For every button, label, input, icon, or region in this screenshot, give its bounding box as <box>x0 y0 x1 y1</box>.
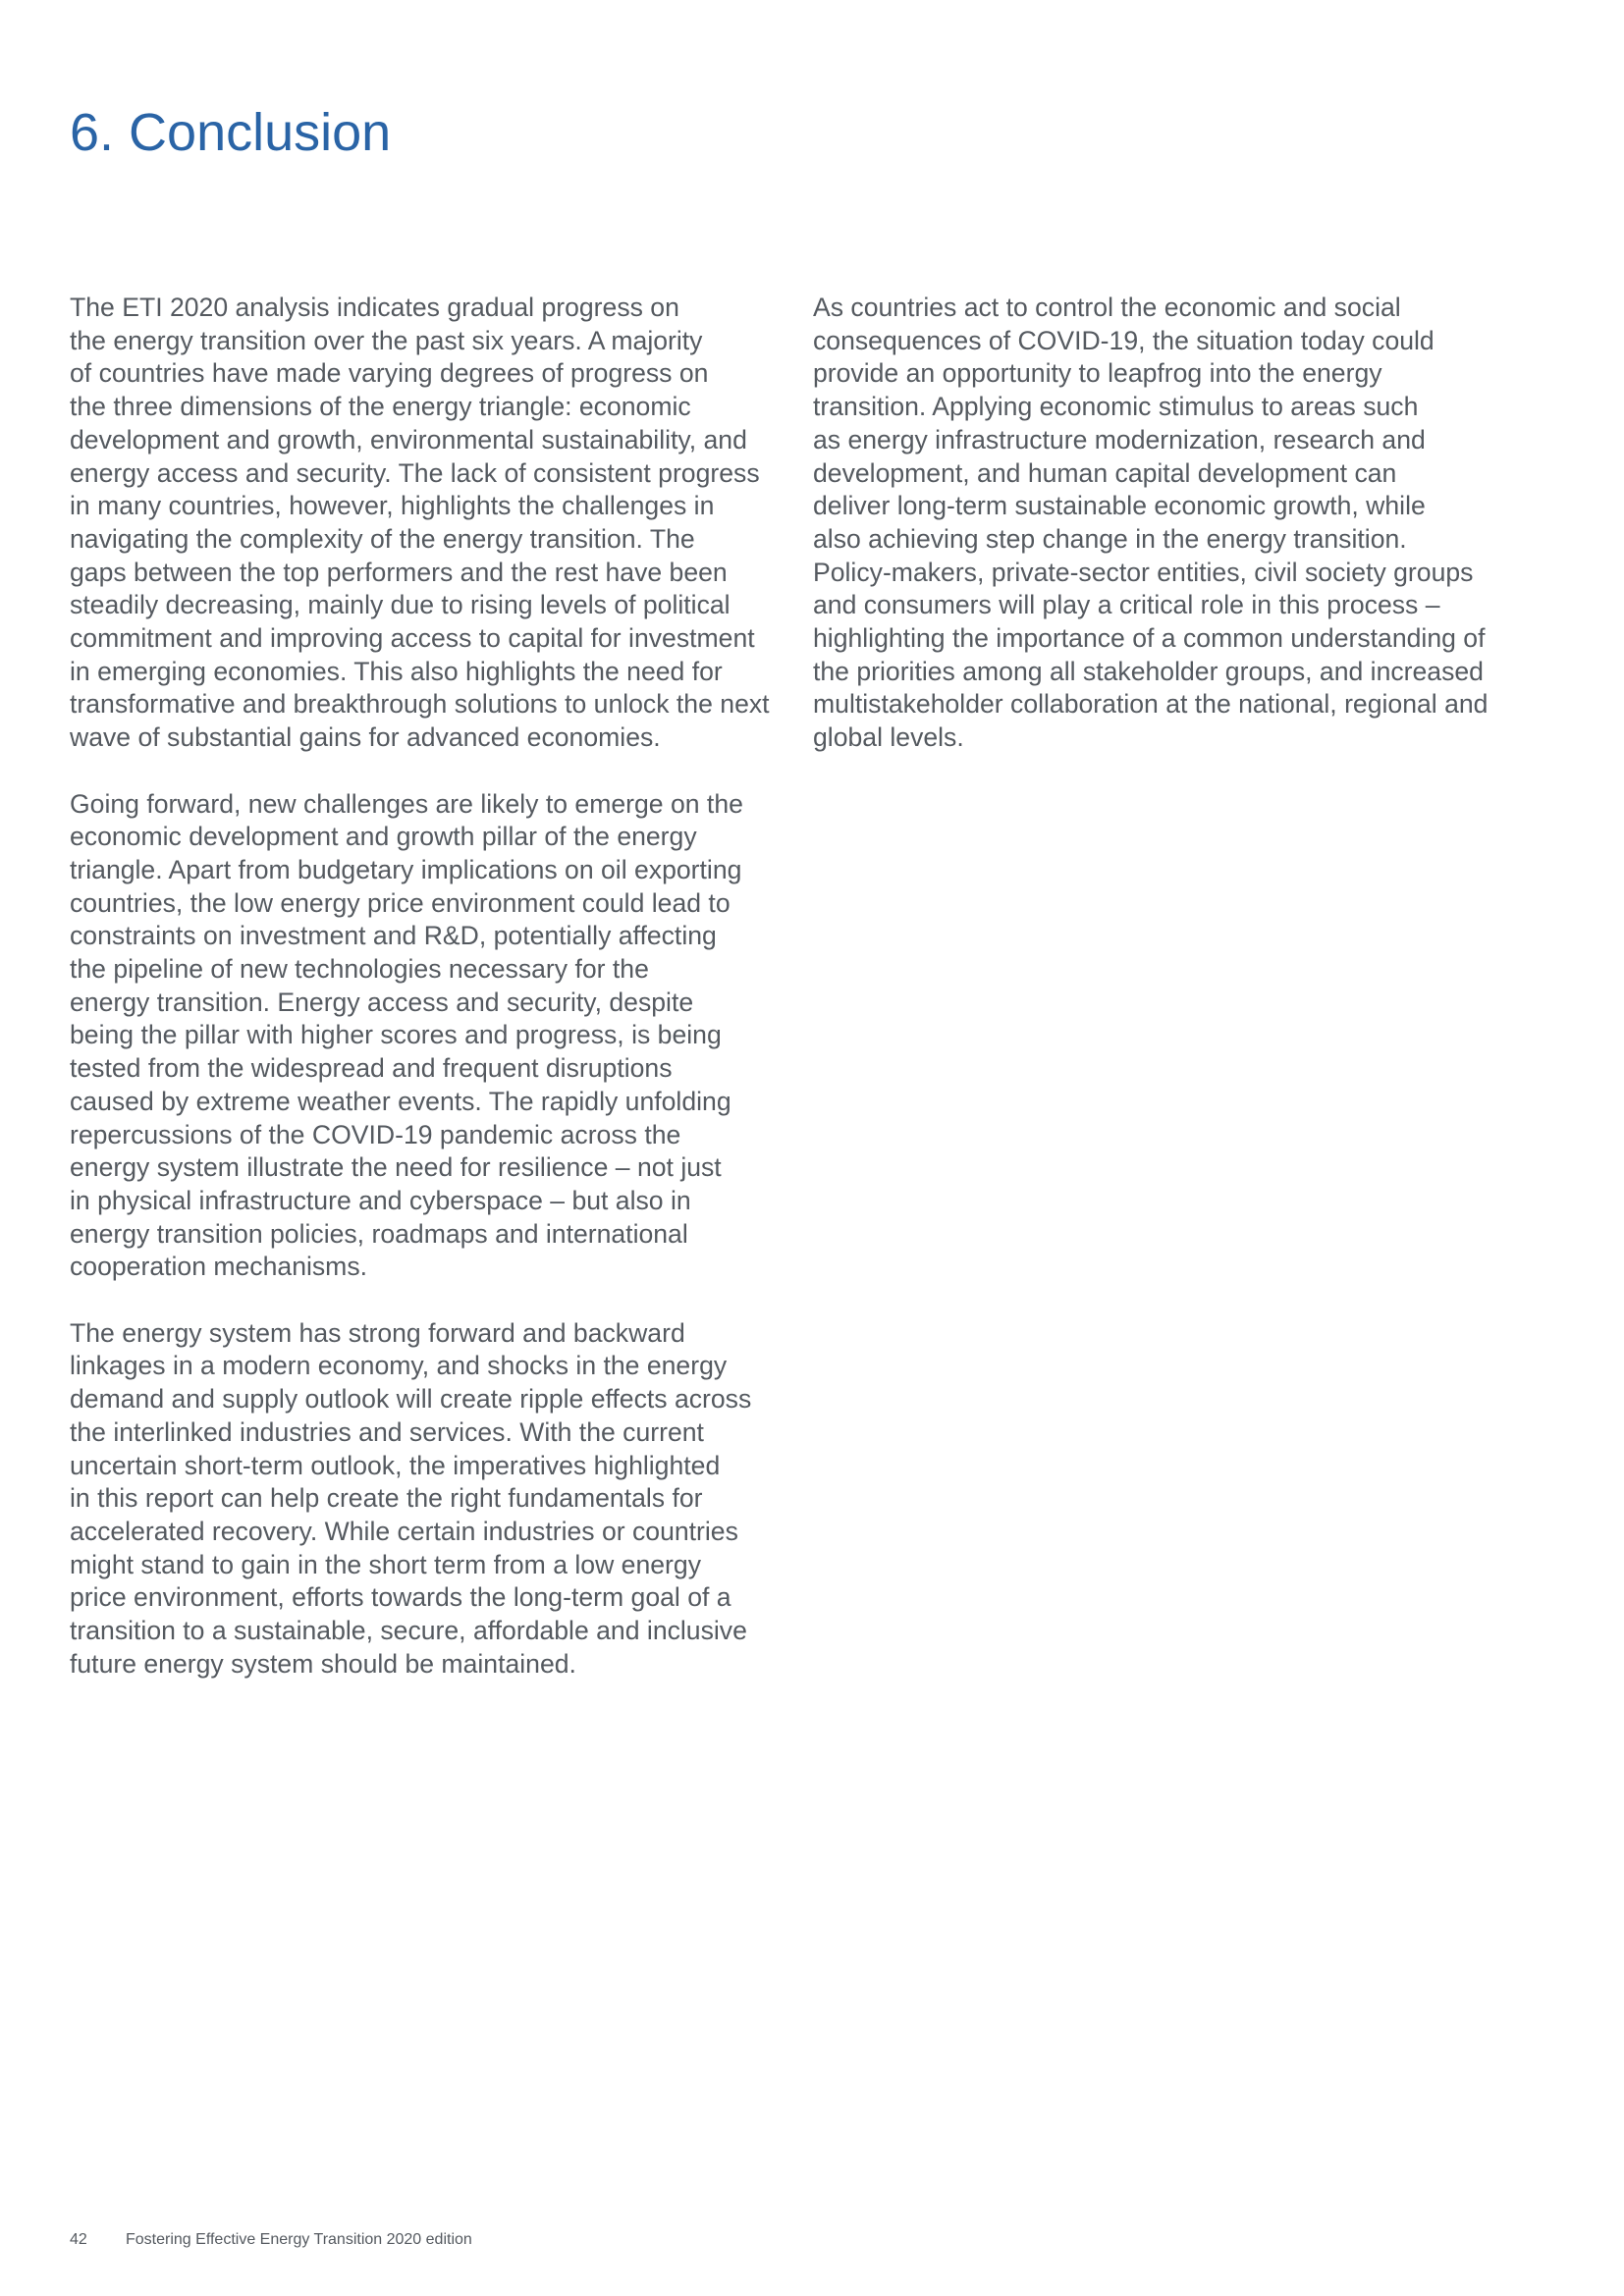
text-line: repercussions of the COVID-19 pandemic across the <box>70 1119 681 1149</box>
text-line: Policy-makers, private-sector entities, civil society groups <box>813 557 1474 587</box>
text-line: being the pillar with higher scores and progress, is being <box>70 1020 722 1050</box>
page-title: 6. Conclusion <box>70 103 392 162</box>
text-line: The energy system has strong forward and backward <box>70 1317 685 1348</box>
text-line: in many countries, however, highlights the challenges in <box>70 491 715 521</box>
publication-title: Fostering Effective Energy Transition 2020 edition <box>126 2231 472 2248</box>
text-line: the three dimensions of the energy triangle: economic <box>70 392 691 422</box>
text-line: and consumers will play a critical role in this process – <box>813 590 1440 620</box>
right-column <box>813 292 1540 788</box>
text-line: global levels. <box>813 722 964 753</box>
text-line: constraints on investment and R&D, potentially affecting <box>70 921 717 951</box>
text-line: as energy infrastructure modernization, research and <box>813 424 1426 454</box>
text-line: in this report can help create the right fundamentals for <box>70 1483 703 1514</box>
text-line: triangle. Apart from budgetary implications on oil exporting <box>70 854 742 884</box>
text-line: caused by extreme weather events. The rapidly unfolding <box>70 1086 731 1116</box>
text-line: wave of substantial gains for advanced economies. <box>70 722 661 753</box>
text-line: highlighting the importance of a common understanding of <box>813 623 1486 654</box>
text-line: the pipeline of new technologies necessary for the <box>70 954 649 985</box>
text-line: transformative and breakthrough solutions to unlock the next <box>70 689 770 720</box>
text-line: navigating the complexity of the energy transition. The <box>70 523 695 554</box>
text-line: energy access and security. The lack of consistent progress <box>70 457 760 488</box>
text-line: multistakeholder collaboration at the national, regional and <box>813 689 1489 720</box>
text-line: commitment and improving access to capital for investment <box>70 623 755 654</box>
text-line: energy transition policies, roadmaps and international <box>70 1218 688 1249</box>
text-line: in physical infrastructure and cyberspace – but also in <box>70 1185 691 1215</box>
text-line: price environment, efforts towards the long-term goal of a <box>70 1582 731 1613</box>
text-line: transition. Applying economic stimulus to areas such <box>813 392 1419 422</box>
text-line: the energy transition over the past six years. A majority <box>70 325 703 355</box>
text-line: tested from the widespread and frequent disruptions <box>70 1053 673 1084</box>
text-line: provide an opportunity to leapfrog into the energy <box>813 358 1382 389</box>
text-line: steadily decreasing, mainly due to rising levels of political <box>70 590 731 620</box>
text-line: might stand to gain in the short term from a low energy <box>70 1549 701 1579</box>
text-line: energy transition. Energy access and security, despite <box>70 987 694 1017</box>
paragraph-energy-system <box>70 1317 801 1682</box>
text-line: uncertain short-term outlook, the imperatives highlighted <box>70 1450 721 1480</box>
paragraph-covid-consequences <box>813 292 1540 755</box>
text-line: gaps between the top performers and the rest have been <box>70 557 728 587</box>
page-number: 42 <box>70 2231 87 2248</box>
text-line: The ETI 2020 analysis indicates gradual progress on <box>70 293 679 322</box>
left-column <box>70 292 801 1714</box>
text-line: linkages in a modern economy, and shocks in the energy <box>70 1351 728 1381</box>
text-line: energy system illustrate the need for resilience – not just <box>70 1152 722 1183</box>
text-line: deliver long-term sustainable economic growth, while <box>813 491 1426 521</box>
text-line: cooperation mechanisms. <box>70 1252 368 1282</box>
text-line: consequences of COVID-19, the situation today could <box>813 325 1435 355</box>
text-line: also achieving step change in the energy transition. <box>813 523 1407 554</box>
text-line: of countries have made varying degrees of progress on <box>70 358 709 389</box>
text-line: Going forward, new challenges are likely to emerge on the <box>70 788 743 819</box>
text-line: development and growth, environmental sustainability, and <box>70 424 747 454</box>
text-line: the priorities among all stakeholder groups, and increased <box>813 656 1484 686</box>
text-line: the interlinked industries and services. With the current <box>70 1416 704 1447</box>
paragraph-going-forward <box>70 788 801 1285</box>
text-line: countries, the low energy price environment could lead to <box>70 887 731 918</box>
page-footer <box>70 2230 472 2250</box>
text-line: in emerging economies. This also highlights the need for <box>70 656 723 686</box>
text-line: demand and supply outlook will create ripple effects across <box>70 1384 752 1415</box>
text-line: economic development and growth pillar of the energy <box>70 822 697 852</box>
text-line: As countries act to control the economic and social <box>813 293 1401 322</box>
text-line: future energy system should be maintained. <box>70 1648 576 1679</box>
text-line: development, and human capital development can <box>813 457 1397 488</box>
paragraph-eti-analysis <box>70 292 801 755</box>
text-line: transition to a sustainable, secure, affordable and inclusive <box>70 1616 747 1646</box>
text-line: accelerated recovery. While certain industries or countries <box>70 1516 738 1546</box>
